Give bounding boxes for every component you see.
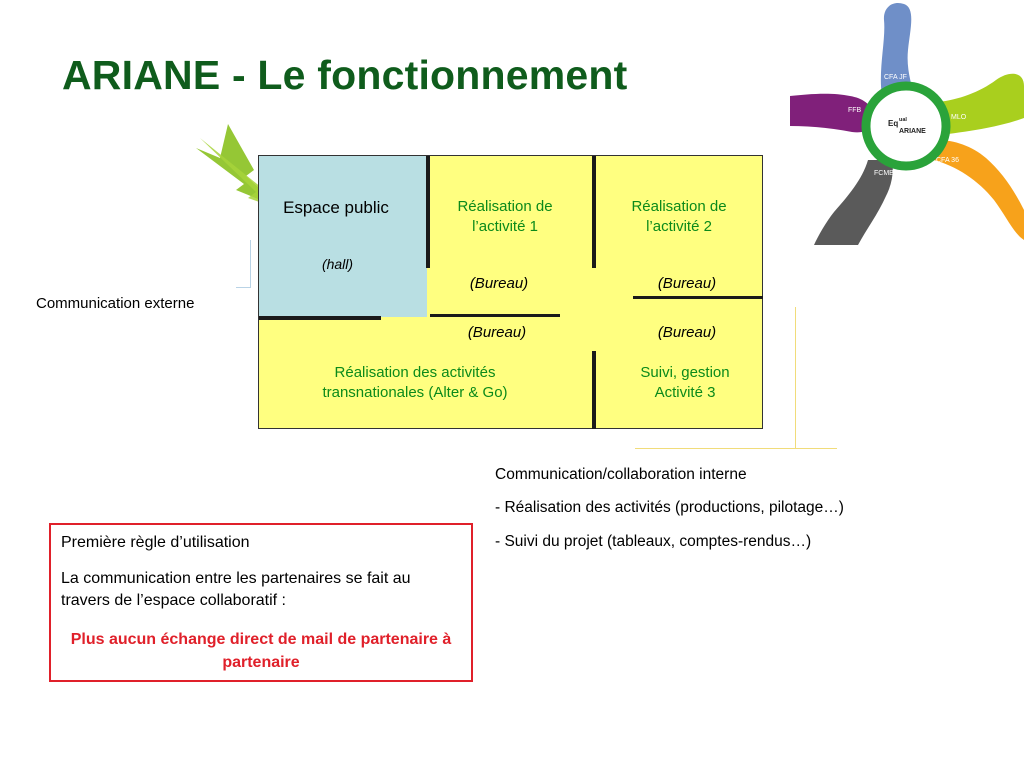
wall bbox=[592, 156, 596, 268]
rule-heading: Première règle d’utilisation bbox=[61, 534, 250, 551]
connector-line bbox=[236, 287, 251, 288]
page-title: ARIANE - Le fonctionnement bbox=[62, 52, 628, 98]
hall-sub-label: (hall) bbox=[321, 256, 354, 272]
logo-center-text: Eq bbox=[888, 119, 899, 128]
equal-ariane-logo bbox=[788, 0, 1024, 245]
logo-center-text: ARIANE bbox=[899, 128, 926, 135]
external-communication-label: Communication externe bbox=[36, 295, 195, 312]
wall bbox=[259, 316, 381, 320]
room2-label: Réalisation de l’activité 2 bbox=[631, 198, 727, 235]
partner-label: FFB bbox=[848, 107, 862, 114]
partner-label: CFA 36 bbox=[936, 157, 959, 164]
hall-area bbox=[259, 156, 427, 317]
wall bbox=[633, 296, 763, 299]
internal-item: - Suivi du projet (tableaux, comptes-rendus…) bbox=[495, 533, 812, 550]
connector-line bbox=[635, 448, 837, 449]
connector-line bbox=[795, 307, 796, 449]
rule-emphasis: Plus aucun échange direct de mail de partenaire à partenaire bbox=[70, 631, 452, 671]
partner-label: MLO bbox=[951, 114, 967, 121]
room2-office-label: (Bureau) bbox=[657, 275, 717, 292]
room1-label: Réalisation de l’activité 1 bbox=[457, 198, 553, 235]
connector-line bbox=[250, 240, 251, 287]
rule-body: La communication entre les partenaires se fait au travers de l’espace collaboratif : bbox=[61, 570, 411, 609]
room4-office-label: (Bureau) bbox=[657, 324, 717, 341]
wall bbox=[426, 156, 430, 268]
room4-label: Suivi, gestion Activité 3 bbox=[640, 364, 730, 401]
logo-center-sup: ual bbox=[899, 117, 907, 123]
internal-item: - Réalisation des activités (productions, pilotage…) bbox=[495, 499, 844, 516]
wall bbox=[592, 351, 596, 429]
room3-label: Réalisation des activités transnationales (Alter & Go) bbox=[322, 364, 508, 401]
room1-office-label: (Bureau) bbox=[469, 275, 529, 292]
hall-label: Espace public bbox=[283, 198, 389, 217]
wall bbox=[430, 314, 560, 317]
partner-label: CFA JF bbox=[884, 74, 907, 81]
partner-label: FCMB bbox=[874, 170, 894, 177]
internal-communication-heading: Communication/collaboration interne bbox=[495, 466, 747, 483]
room3-office-label: (Bureau) bbox=[467, 324, 527, 341]
